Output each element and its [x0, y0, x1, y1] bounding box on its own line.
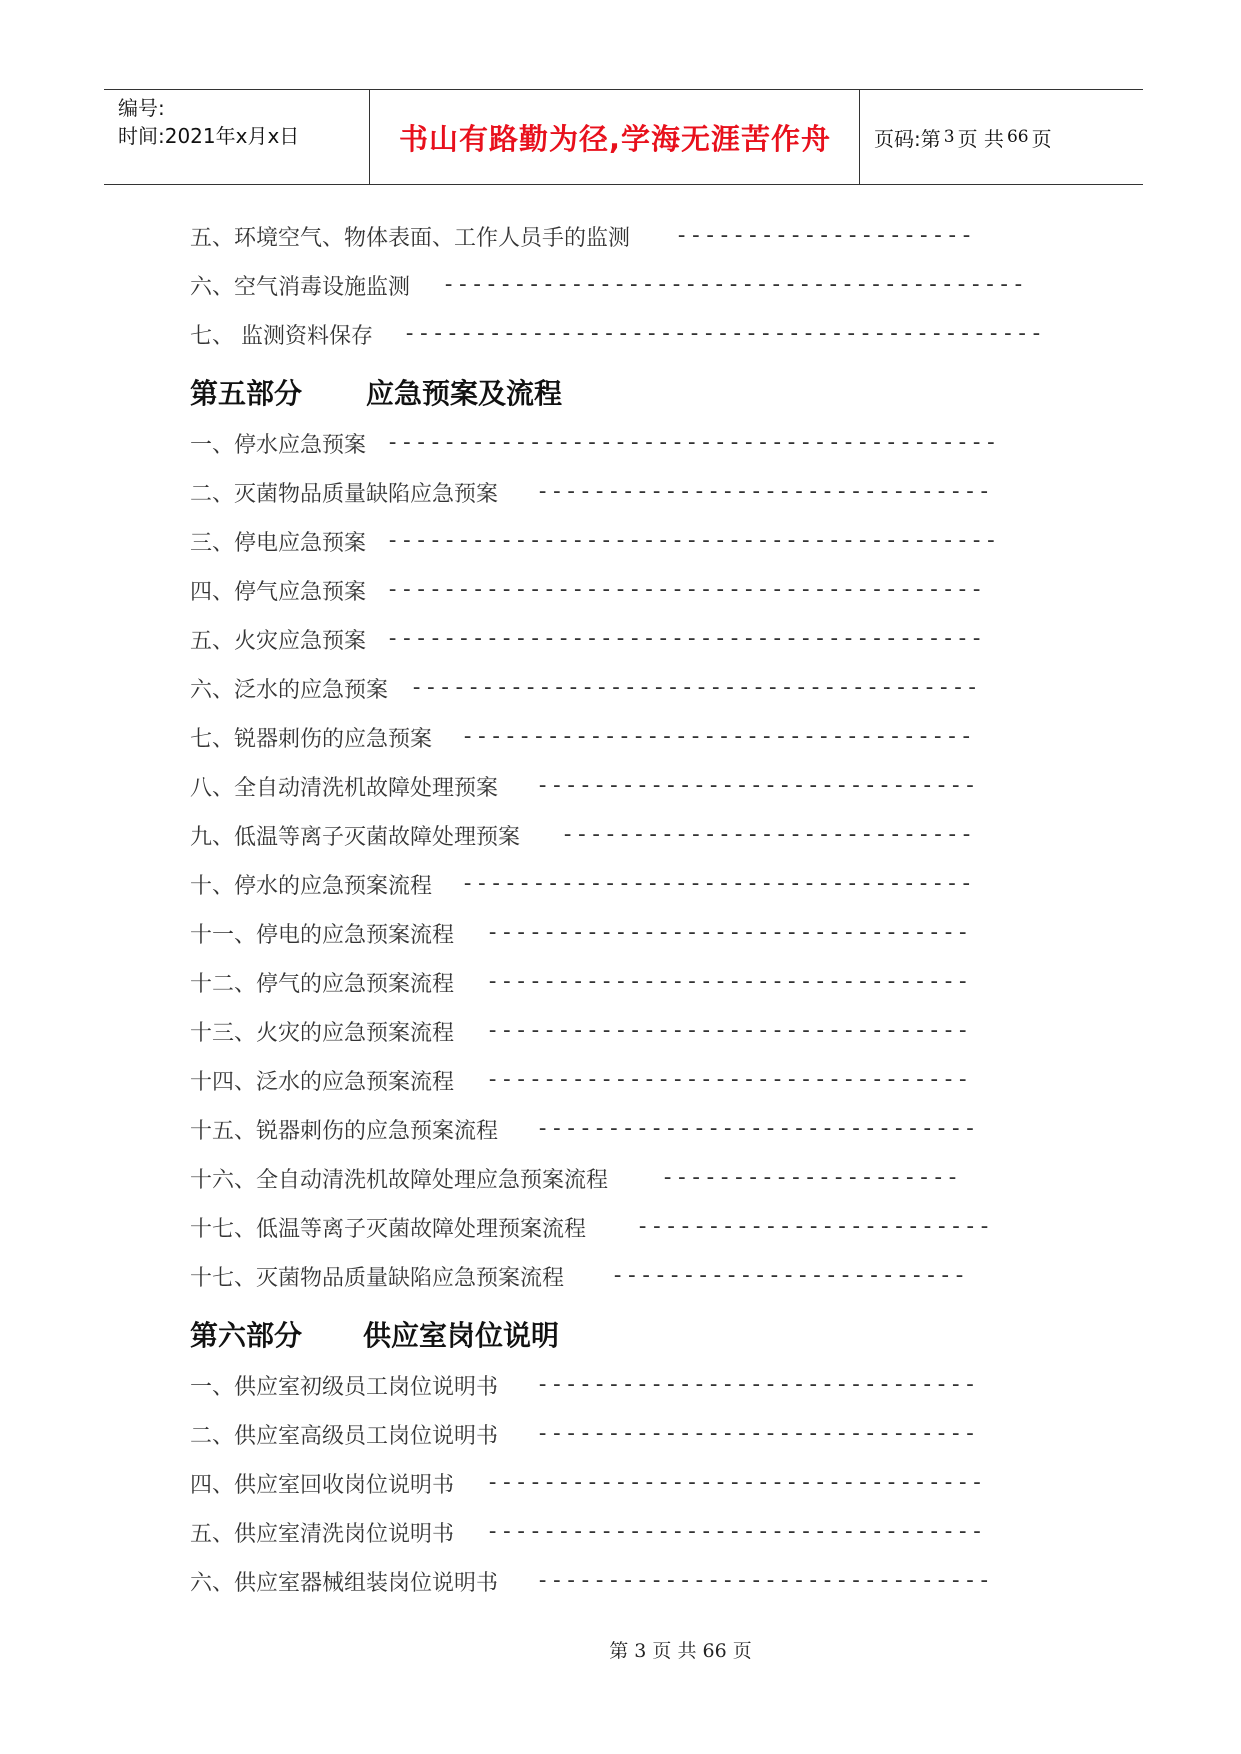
toc-item[interactable] — [190, 420, 1090, 469]
section-number: 第五部分 — [190, 377, 303, 410]
document-time-label: 时间:2021年x月x日 — [118, 124, 300, 148]
toc-item[interactable] — [190, 1057, 1090, 1106]
toc-leader: ---------------------------------- — [486, 920, 971, 945]
toc-item-text: 四、供应室回收岗位说明书 — [190, 1473, 455, 1498]
toc-item[interactable] — [190, 311, 1090, 360]
toc-item[interactable] — [190, 518, 1090, 567]
toc-item-text: 三、停电应急预案 — [190, 531, 367, 556]
toc-item-text: 十一、停电的应急预案流程 — [190, 923, 455, 948]
toc-item-text: 九、低温等离子灭菌故障处理预案 — [190, 825, 521, 850]
document-number-label: 编号: — [118, 96, 165, 120]
toc-item[interactable] — [190, 910, 1090, 959]
footer-page-number: 第 3 页 共 66 页 — [609, 1640, 752, 1662]
toc-item-text: 七、 监测资料保存 — [190, 324, 373, 349]
toc-item-text: 四、停气应急预案 — [190, 580, 367, 605]
toc-item[interactable] — [190, 1558, 1090, 1607]
toc-leader: -------------------------------- — [536, 479, 992, 504]
toc-item-text: 一、供应室初级员工岗位说明书 — [190, 1375, 499, 1400]
toc-item-text: 五、火灾应急预案 — [190, 629, 367, 654]
toc-leader: --------------------- — [661, 1165, 961, 1190]
toc-leader: ----------------------------- — [561, 822, 975, 847]
toc-item[interactable] — [190, 1362, 1090, 1411]
header-page-number — [874, 90, 1052, 184]
toc-item-text: 六、泛水的应急预案 — [190, 678, 389, 703]
toc-item[interactable] — [190, 861, 1090, 910]
toc-leader: ----------------------------------- — [486, 1519, 985, 1544]
toc-item-text: 五、供应室清洗岗位说明书 — [190, 1522, 455, 1547]
toc-item[interactable] — [190, 665, 1090, 714]
toc-leader: ---------------------------------------- — [410, 675, 980, 700]
toc-item[interactable] — [190, 1411, 1090, 1460]
toc-item[interactable] — [190, 1106, 1090, 1155]
toc-leader: ---------------------------------- — [486, 1018, 971, 1043]
section-heading-part5 — [190, 360, 1090, 420]
toc-leader: ------------------------------------------- — [386, 430, 999, 455]
toc-leader: --------------------------------------------- — [403, 321, 1045, 346]
section-heading-part6 — [190, 1302, 1090, 1362]
toc-item-text: 六、空气消毒设施监测 — [190, 275, 411, 300]
toc-item-text: 十五、锐器刺伤的应急预案流程 — [190, 1119, 499, 1144]
toc-item[interactable] — [190, 1155, 1090, 1204]
page-mid: 页 共 — [957, 126, 1004, 151]
section-number: 第六部分 — [190, 1319, 303, 1352]
toc-item-text: 二、灭菌物品质量缺陷应急预案 — [190, 482, 499, 507]
page-suffix: 页 — [1031, 126, 1052, 151]
toc-item[interactable] — [190, 714, 1090, 763]
header-meta — [118, 94, 368, 180]
toc-item-text: 二、供应室高级员工岗位说明书 — [190, 1424, 499, 1449]
toc-leader: ------------------------------------------- — [386, 528, 999, 553]
toc-item-text: 八、全自动清洗机故障处理预案 — [190, 776, 499, 801]
page-footer — [0, 1636, 1241, 1663]
toc-item-text: 十七、低温等离子灭菌故障处理预案流程 — [190, 1217, 587, 1242]
toc-leader: --------------------- — [675, 223, 975, 248]
page-total: 66 — [1006, 127, 1029, 147]
toc-leader: ---------------------------------- — [486, 969, 971, 994]
toc-item-text: 十二、停气的应急预案流程 — [190, 972, 455, 997]
table-of-contents — [190, 213, 1090, 1607]
toc-item[interactable] — [190, 1509, 1090, 1558]
toc-item[interactable] — [190, 1253, 1090, 1302]
toc-item-text: 十七、灭菌物品质量缺陷应急预案流程 — [190, 1266, 565, 1291]
toc-item-text: 五、环境空气、物体表面、工作人员手的监测 — [190, 226, 631, 251]
toc-item[interactable] — [190, 763, 1090, 812]
toc-leader: ----------------------------------- — [486, 1470, 985, 1495]
toc-leader: ------------------------------- — [536, 1372, 978, 1397]
page-header — [104, 89, 1143, 185]
header-divider — [859, 90, 860, 184]
page-current: 3 — [943, 127, 955, 147]
toc-item[interactable] — [190, 469, 1090, 518]
toc-item-text: 十三、火灾的应急预案流程 — [190, 1021, 455, 1046]
header-divider — [369, 90, 370, 184]
section-title: 应急预案及流程 — [366, 377, 563, 410]
toc-leader: ------------------------------------ — [461, 724, 974, 749]
toc-leader: ---------------------------------- — [486, 1067, 971, 1092]
toc-item-text: 十四、泛水的应急预案流程 — [190, 1070, 455, 1095]
toc-leader: ------------------------------- — [536, 773, 978, 798]
toc-leader: -------------------------------- — [536, 1568, 992, 1593]
section-title: 供应室岗位说明 — [363, 1319, 560, 1352]
toc-item-text: 六、供应室器械组装岗位说明书 — [190, 1571, 499, 1596]
toc-leader: ------------------------- — [611, 1263, 968, 1288]
toc-item[interactable] — [190, 1008, 1090, 1057]
page-prefix: 页码:第 — [874, 126, 941, 151]
toc-leader: ------------------------------- — [536, 1116, 978, 1141]
toc-item[interactable] — [190, 1204, 1090, 1253]
toc-item[interactable] — [190, 567, 1090, 616]
toc-item[interactable] — [190, 213, 1090, 262]
toc-item[interactable] — [190, 262, 1090, 311]
toc-item[interactable] — [190, 616, 1090, 665]
toc-item-text: 一、停水应急预案 — [190, 433, 367, 458]
toc-leader: ------------------------------------------ — [386, 577, 985, 602]
toc-leader: ------------------------------------------ — [386, 626, 985, 651]
toc-leader: ----------------------------------------- — [442, 272, 1027, 297]
toc-item-text: 七、锐器刺伤的应急预案 — [190, 727, 433, 752]
toc-item[interactable] — [190, 1460, 1090, 1509]
header-motto: 书山有路勤为径,学海无涯苦作舟 — [398, 121, 832, 156]
toc-leader: ------------------------- — [636, 1214, 993, 1239]
toc-item-text: 十六、全自动清洗机故障处理应急预案流程 — [190, 1168, 609, 1193]
toc-item[interactable] — [190, 959, 1090, 1008]
toc-item[interactable] — [190, 812, 1090, 861]
toc-item-text: 十、停水的应急预案流程 — [190, 874, 433, 899]
toc-leader: ------------------------------------ — [461, 871, 974, 896]
toc-leader: ------------------------------- — [536, 1421, 978, 1446]
